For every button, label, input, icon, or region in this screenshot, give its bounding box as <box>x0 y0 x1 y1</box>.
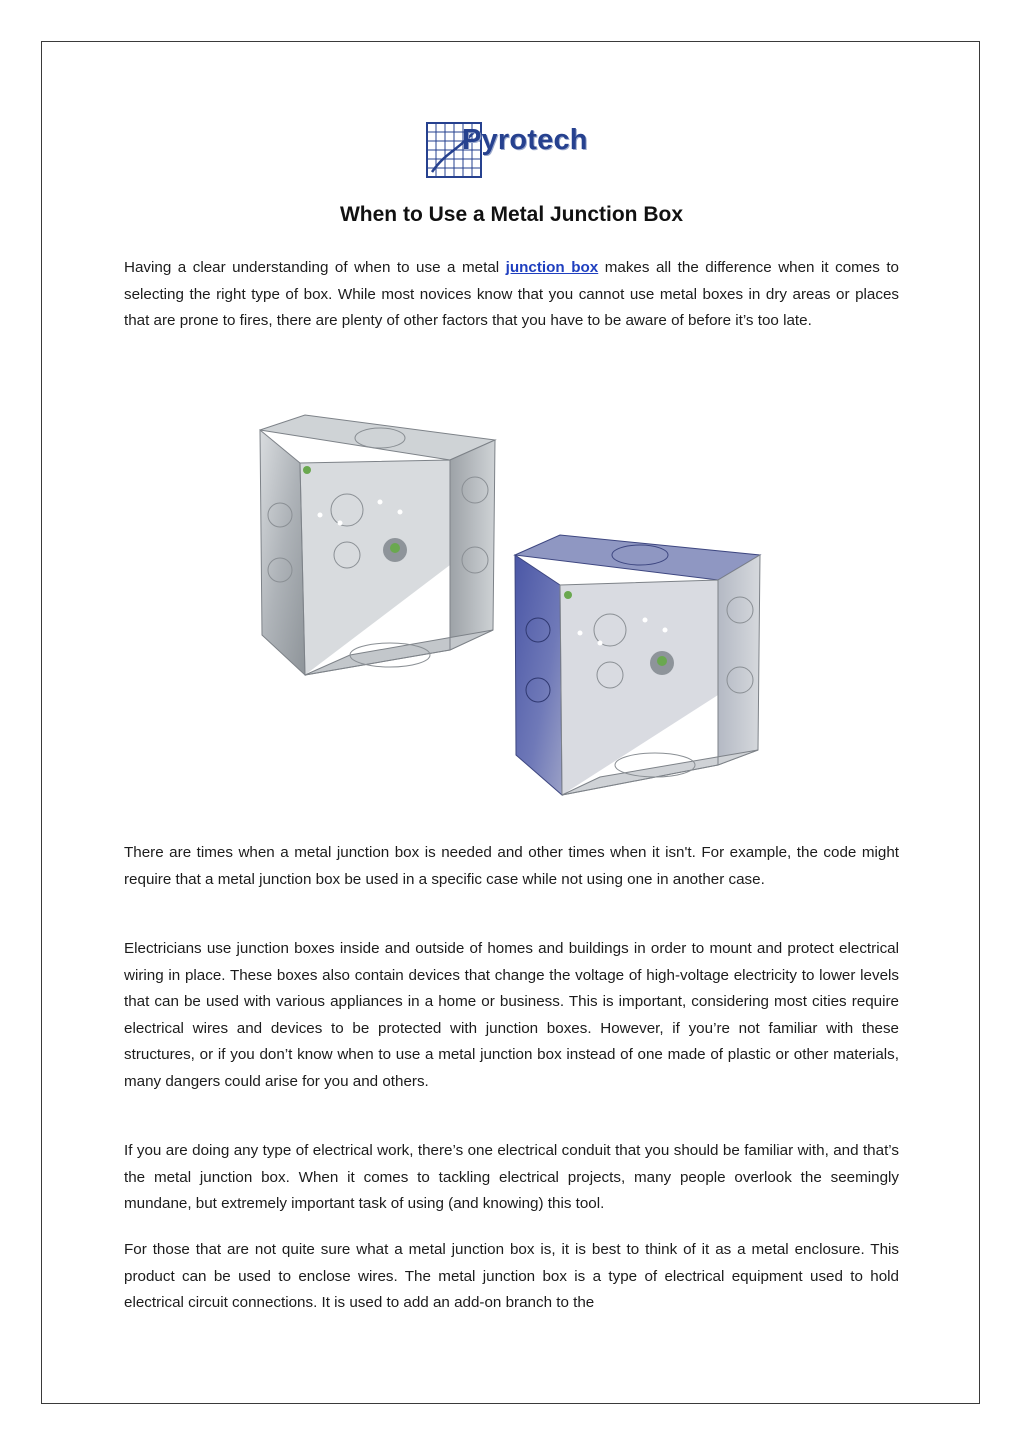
silver-junction-box <box>260 415 495 675</box>
intro-text-after: makes all the difference when it comes to selecting the right type of box. While most novices know that you cannot use metal boxes in dry areas or places that are prone to fires, there are plenty of other factors that you have to be aware of before it’s too late. <box>124 259 900 330</box>
pyrotech-logo <box>426 120 601 180</box>
intro-text-before: Having a clear understanding of when to use a metal <box>124 259 506 276</box>
paragraph-3: If you are doing any type of electrical work, there’s one electrical conduit that you should be familiar with, and that’s the metal junction box. When it comes to tackling electrical projects, many people overlook the seemingly mundane, but extremely important task of using (and knowing) this tool. <box>124 1142 899 1213</box>
junction-box-link[interactable]: junction box <box>505 259 599 276</box>
intro-paragraph <box>124 255 899 335</box>
blue-junction-box <box>515 535 760 795</box>
paragraph-1: There are times when a metal junction box is needed and other times when it isn't. For example, the code might require that a metal junction box be used in a specific case while not using one in another case. <box>124 844 899 888</box>
metal-junction-boxes-image <box>250 405 770 805</box>
paragraph-2: Electricians use junction boxes inside and outside of homes and buildings in order to mount and protect electrical wiring in place. These boxes also contain devices that change the voltage of high-voltage electricity to lower levels that can be used with various appliances in a home or business. This is important, considering most cities require electrical wires and devices to be protected with junction boxes. However, if you’re not familiar with these structures, or if you don’t know when to use a metal junction box instead of one made of plastic or other materials, many dangers could arise for you and others. <box>124 940 899 1090</box>
logo-wordmark: Pyrotech <box>462 124 588 156</box>
page-title: When to Use a Metal Junction Box <box>339 203 684 226</box>
paragraph-4: For those that are not quite sure what a metal junction box is, it is best to think of it as a metal enclosure. This product can be used to enclose wires. The metal junction box is a type of electrical equipment used to hold electrical circuit connections. It is used to add an add-on branch to the <box>124 1241 899 1312</box>
